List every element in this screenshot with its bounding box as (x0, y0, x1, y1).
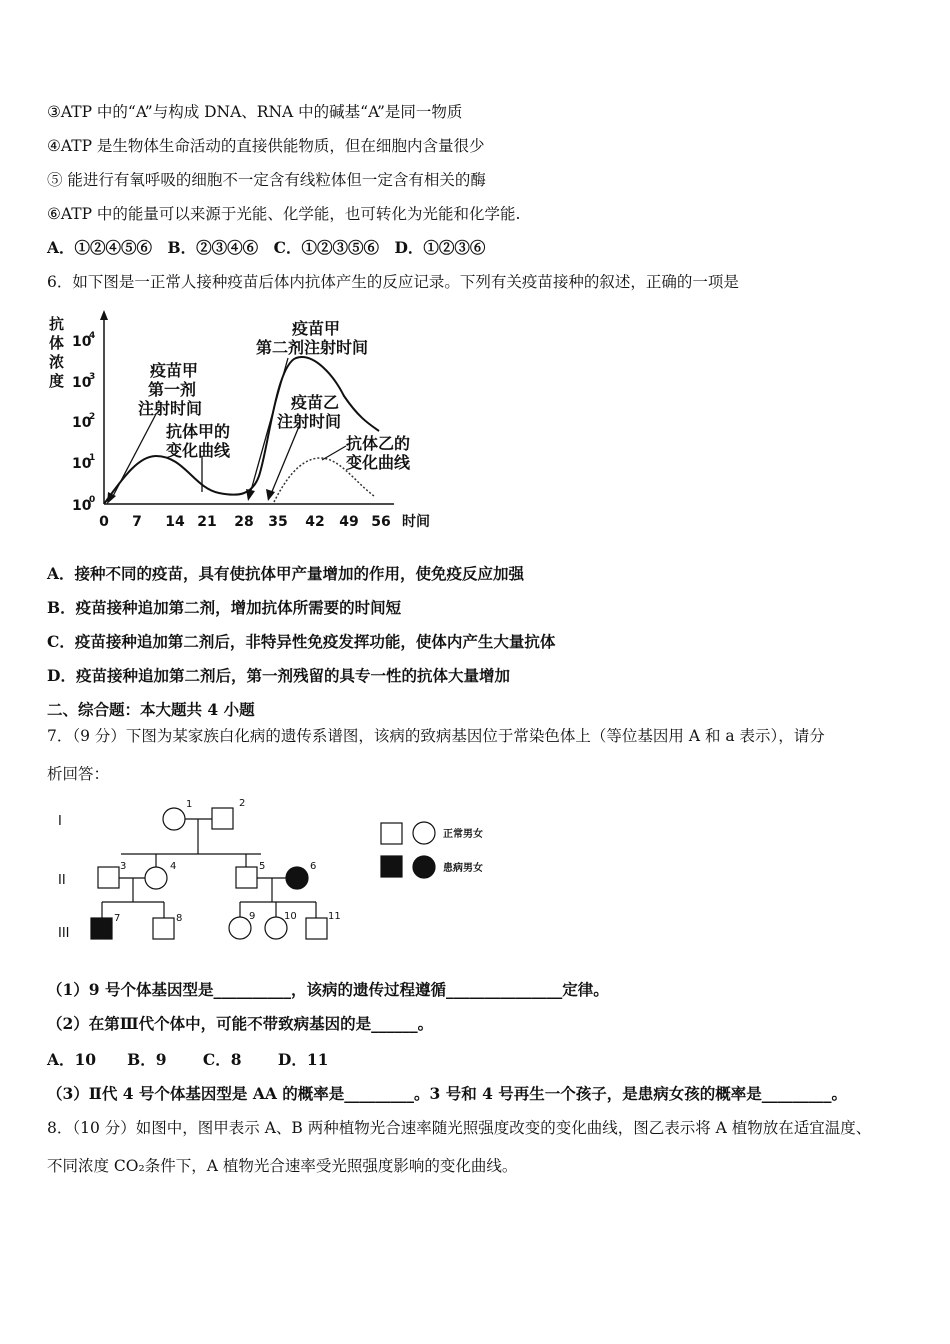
individual-9-female (229, 917, 251, 939)
annotation: 注射时间 (277, 412, 342, 431)
xtick-label: 14 (165, 514, 185, 530)
xtick-label: 35 (268, 514, 288, 530)
arrow-head (246, 489, 255, 501)
individual-number: 9 (249, 911, 256, 922)
q8-stem-line2: 不同浓度 CO₂条件下，A 植物光合速率受光照强度影响的变化曲线。 (47, 1157, 518, 1175)
q7-subquestion-1: （1）9 号个体基因型是__________，该病的遗传过程遵循_______________定律。 (47, 980, 609, 999)
annotation: 疫苗甲 (150, 361, 199, 380)
y-axis-arrow (100, 310, 108, 320)
individual-7-male-affected (91, 918, 112, 939)
annotation: 疫苗甲 (292, 319, 341, 338)
individual-4-female (145, 867, 167, 889)
generation-label: II (58, 873, 66, 888)
xlabel: 时间 (402, 514, 430, 530)
legend-normal-male (381, 823, 402, 844)
annotation: 疫苗乙 (291, 393, 340, 412)
q5-options: A．①②④⑤⑥ B．②③④⑥ C．①②③⑤⑥ D．①②③⑥ (47, 238, 486, 257)
statement-4: ④ATP 是生物体生命活动的直接供能物质，但在细胞内含量很少 (47, 137, 485, 155)
arrow-line (112, 414, 156, 498)
xtick-label: 28 (234, 514, 254, 530)
legend-normal-female (413, 822, 435, 844)
annotation: 抗体乙的 (346, 434, 411, 453)
annotation: 注射时间 (138, 399, 203, 418)
legend-affected-male (381, 856, 402, 877)
annotation: 第二剂注射时间 (256, 338, 369, 357)
individual-6-female-affected (286, 867, 308, 889)
legend-affected-female (413, 856, 435, 878)
individual-11-male (306, 918, 327, 939)
q7-subquestion-3: （3）Ⅱ代 4 号个体基因型是 AA 的概率是_________。3 号和 4 号再生一个孩子，是患病女孩的概率是_________。 (47, 1084, 848, 1103)
individual-number: 4 (170, 861, 177, 872)
xtick-label: 7 (132, 514, 142, 530)
q6-stem: 6．如下图是一正常人接种疫苗后体内抗体产生的反应记录。下列有关疫苗接种的叙述，正确的一项是 (47, 273, 739, 291)
annotation: 变化曲线 (346, 453, 411, 472)
annotation: 抗体甲的 (166, 422, 231, 441)
statement-5: ⑤ 能进行有氧呼吸的细胞不一定含有线粒体但一定含有相关的酶 (47, 171, 486, 189)
q6-option-d: D．疫苗接种追加第二剂后，第一剂残留的具专一性的抗体大量增加 (47, 666, 510, 685)
individual-number: 8 (176, 913, 183, 924)
ytick-exp: 0 (89, 495, 96, 505)
section-2-heading: 二、综合题：本大题共 4 小题 (47, 700, 255, 719)
individual-number: 3 (120, 861, 127, 872)
ytick-exp: 3 (89, 372, 96, 382)
individual-5-male (236, 867, 257, 888)
ylabel-char: 抗 (49, 315, 65, 333)
q6-option-c: C．疫苗接种追加第二剂后，非特异性免疫发挥功能，使体内产生大量抗体 (47, 632, 556, 651)
xtick-label: 56 (371, 514, 391, 530)
q7-options: A．10 B．9 C．8 D．11 (47, 1050, 329, 1069)
individual-number: 11 (328, 911, 341, 922)
ytick-label: 10 (72, 415, 92, 431)
arrow-line (271, 424, 300, 494)
individual-number: 1 (186, 799, 193, 810)
ytick-label: 10 (72, 334, 92, 350)
q6-option-a: A．接种不同的疫苗，具有使抗体甲产量增加的作用，使免疫反应加强 (47, 564, 525, 583)
arrow-line (322, 446, 346, 460)
arrow-head (266, 489, 275, 501)
xtick-label: 49 (339, 514, 359, 530)
ytick-label: 10 (72, 375, 92, 391)
individual-number: 7 (114, 913, 121, 924)
ytick-exp: 4 (89, 331, 96, 341)
ytick-exp: 2 (89, 412, 96, 422)
xtick-label: 0 (99, 514, 109, 530)
statement-3: ③ATP 中的“A”与构成 DNA、RNA 中的碱基“A”是同一物质 (47, 103, 463, 121)
individual-2-male (212, 808, 233, 829)
annotation: 变化曲线 (166, 441, 231, 460)
pedigree-chart (50, 792, 510, 952)
statement-6: ⑥ATP 中的能量可以来源于光能、化学能，也可转化为光能和化学能. (47, 205, 521, 223)
individual-number: 6 (310, 861, 317, 872)
ytick-label: 10 (72, 498, 92, 514)
individual-number: 5 (259, 861, 266, 872)
antibody-chart (44, 306, 444, 534)
individual-number: 10 (284, 911, 297, 922)
ytick-exp: 1 (89, 453, 96, 463)
q7-stem-line1: 7．（9 分）下图为某家族白化病的遗传系谱图，该病的致病基因位于常染色体上（等位基因用 A 和 a 表示），请分 (47, 727, 825, 745)
legend-normal-label: 正常男女 (443, 829, 483, 840)
individual-number: 2 (239, 798, 246, 809)
q7-subquestion-2: （2）在第Ⅲ代个体中，可能不带致病基因的是______。 (47, 1014, 434, 1033)
legend-affected-label: 患病男女 (443, 863, 483, 874)
q7-stem-line2: 析回答： (47, 765, 110, 783)
ylabel-char: 浓 (49, 353, 65, 371)
ylabel-char: 度 (49, 372, 65, 390)
annotation: 第一剂 (148, 380, 197, 399)
generation-label: I (58, 814, 62, 829)
ytick-label: 10 (72, 456, 92, 472)
q8-stem-line1: 8．（10 分）如图中，图甲表示 A、B 两种植物光合速率随光照强度改变的变化曲线，图乙表示将 A 植物放在适宜温度、 (47, 1119, 872, 1137)
xtick-label: 21 (197, 514, 217, 530)
ylabel-char: 体 (49, 334, 65, 352)
individual-8-male (153, 918, 174, 939)
generation-label: III (58, 926, 70, 941)
q6-option-b: B．疫苗接种追加第二剂，增加抗体所需要的时间短 (47, 598, 402, 617)
xtick-label: 42 (305, 514, 325, 530)
individual-1-female (163, 808, 185, 830)
individual-3-male (98, 867, 119, 888)
